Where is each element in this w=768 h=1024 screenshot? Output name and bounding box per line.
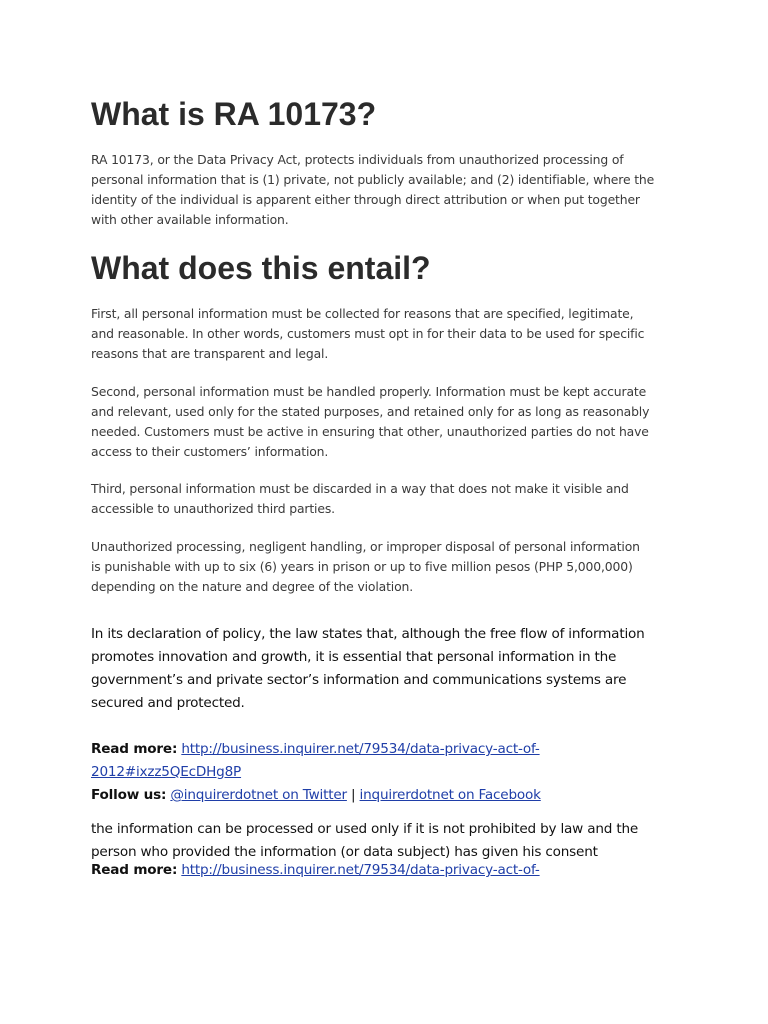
text-line: access to their customers’ information. [91,444,329,459]
text-line: First, all personal information must be collected for reasons that are specified, legitimate, [91,306,634,321]
text-line: is punishable with up to six (6) years in prison or up to five million pesos (PHP 5,000,000) [91,559,633,574]
article-link[interactable]: http://business.inquirer.net/79534/data-privacy-act-of- [181,741,540,757]
paragraph-third [91,479,691,519]
read-more-line-continued [91,761,691,784]
read-more-line [91,738,691,761]
text-line: the information can be processed or used only if it is not prohibited by law and the [91,821,639,837]
text-line: secured and protected. [91,695,245,711]
article-link-continued[interactable]: 2012#ixzz5QEcDHg8P [91,764,242,780]
text-line: depending on the nature and degree of the violation. [91,579,414,594]
read-more-label: Read more: [91,741,178,757]
paragraph-penalties [91,537,691,597]
text-line: Unauthorized processing, negligent handling, or improper disposal of personal information [91,539,640,554]
read-more-block [91,738,691,807]
text-line: RA 10173, or the Data Privacy Act, protects individuals from unauthorized processing of [91,152,624,167]
text-line: reasons that are transparent and legal. [91,346,329,361]
text-line: and reasonable. In other words, customers must opt in for their data to be used for specific [91,326,645,341]
heading-what-does-this-entail: What does this entail? [91,250,431,286]
paragraph-declaration-of-policy [91,623,691,715]
text-line: accessible to unauthorized third parties. [91,501,335,516]
read-more-label: Read more: [91,862,178,878]
follow-us-line [91,784,691,807]
text-line: and relevant, used only for the stated purposes, and retained only for as long as reasonably [91,404,650,419]
read-more-block-2 [91,859,691,882]
text-line: Third, personal information must be discarded in a way that does not make it visible and [91,481,629,496]
paragraph-second [91,382,691,462]
text-line: government’s and private sector’s information and communications systems are [91,672,627,688]
twitter-link[interactable]: @inquirerdotnet on Twitter [170,787,347,803]
text-line: personal information that is (1) private, not publicly available; and (2) identifiable, where the [91,172,655,187]
article-link[interactable]: http://business.inquirer.net/79534/data-privacy-act-of- [181,862,540,878]
text-line: identity of the individual is apparent either through direct attribution or when put together [91,192,640,207]
text-line: promotes innovation and growth, it is essential that personal information in the [91,649,617,665]
text-line: needed. Customers must be active in ensuring that other, unauthorized parties do not have [91,424,649,439]
heading-what-is-ra-10173: What is RA 10173? [91,96,377,132]
read-more-line [91,859,691,882]
text-line: In its declaration of policy, the law states that, although the free flow of information [91,626,645,642]
facebook-link[interactable]: inquirerdotnet on Facebook [359,787,541,803]
link-separator: | [351,787,356,803]
paragraph-first [91,304,691,364]
text-line: person who provided the information (or data subject) has given his consent [91,844,598,860]
text-line: Second, personal information must be handled properly. Information must be kept accurate [91,384,647,399]
paragraph-ra-10173-definition [91,150,691,230]
follow-us-label: Follow us: [91,787,167,803]
text-line: with other available information. [91,212,289,227]
paragraph-consent [91,818,691,864]
